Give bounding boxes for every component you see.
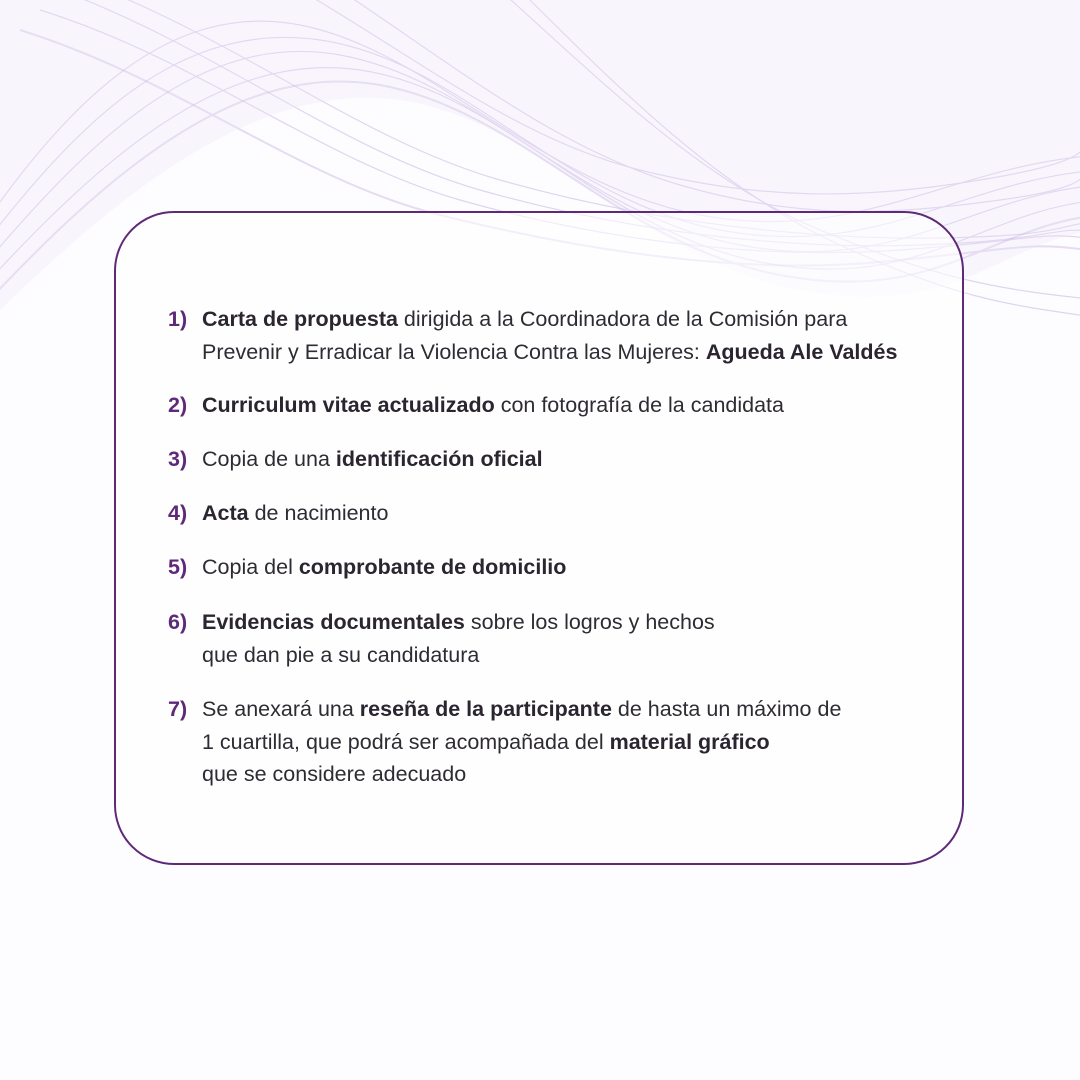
item-number: 6) <box>168 610 188 634</box>
item-text <box>202 693 938 791</box>
item-number: 3) <box>168 447 188 471</box>
item-number: 4) <box>168 501 188 525</box>
item-rest-text: que se considere adecuado <box>202 762 467 786</box>
item-rest-text: con fotografía de la candidata <box>494 393 784 417</box>
item-bold-text: Evidencias documentales <box>202 610 465 634</box>
item-bold-text: identificación oficial <box>335 447 543 471</box>
item-text <box>202 497 938 530</box>
item-rest-text: Copia de una <box>202 447 336 471</box>
item-bold-text: Acta <box>202 501 249 525</box>
item-rest-text: de hasta un máximo de <box>611 697 842 721</box>
item-bold-text: Curriculum vitae actualizado <box>202 393 495 417</box>
item-rest-text: Se anexará una <box>202 697 360 721</box>
item-number: 5) <box>168 555 188 579</box>
item-rest-text: Prevenir y Erradicar la Violencia Contra las Mujeres: <box>202 339 706 364</box>
item-number: 1) <box>168 307 188 331</box>
item-bold-text: comprobante de domicilio <box>298 555 567 579</box>
item-text <box>202 606 938 671</box>
item-text <box>202 389 938 422</box>
item-bold-text: material gráfico <box>609 729 770 754</box>
item-number: 7) <box>168 697 188 721</box>
item-text <box>202 303 938 368</box>
item-rest-text: dirigida a la Coordinadora de la Comisión para <box>397 307 848 331</box>
item-rest-text: sobre los logros y hechos <box>464 610 715 634</box>
item-text <box>202 551 938 584</box>
item-rest-text: Copia del <box>202 555 299 579</box>
item-bold-text: reseña de la participante <box>359 697 612 721</box>
item-number: 2) <box>168 393 188 417</box>
item-rest-text: que dan pie a su candidatura <box>202 642 480 667</box>
item-rest-text: 1 cuartilla, que podrá ser acompañada del <box>202 729 610 754</box>
item-text <box>202 443 938 476</box>
item-rest-text: de nacimiento <box>248 501 389 525</box>
item-bold-text: Carta de propuesta <box>202 307 398 331</box>
item-bold-text: Agueda Ale Valdés <box>705 339 898 364</box>
